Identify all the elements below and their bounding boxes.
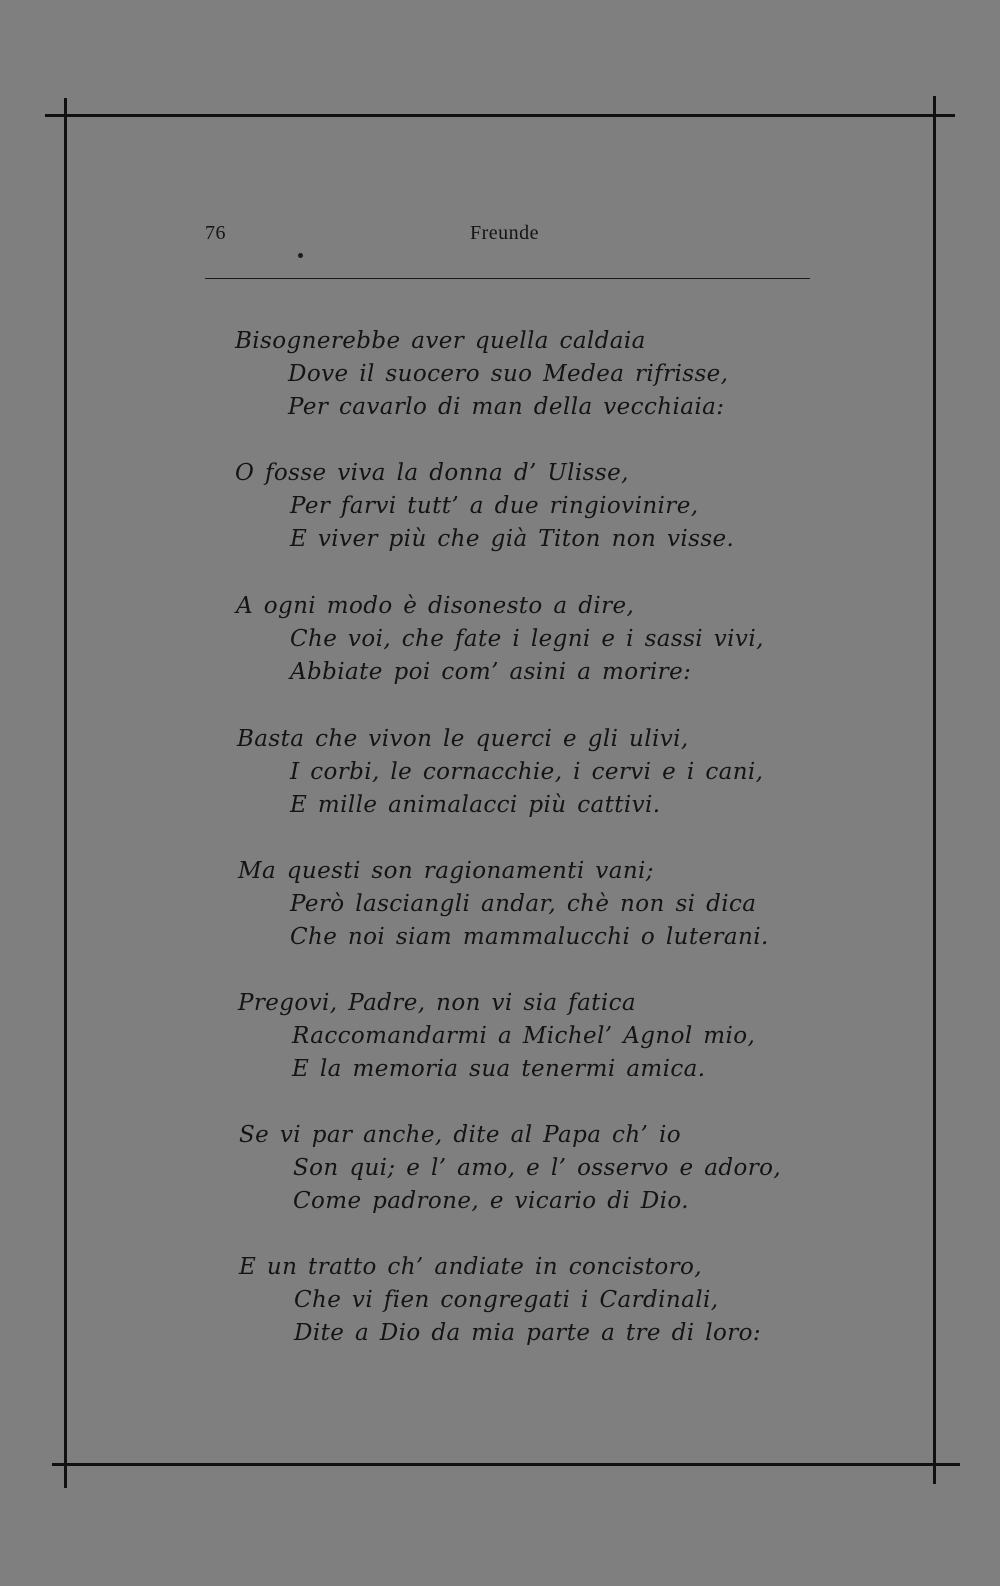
verse-line: Per farvi tutt’ a due ringiovinire, — [290, 493, 699, 519]
verse-line: Abbiate poi com’ asini a morire: — [290, 659, 692, 685]
verse-line: Che vi fien congregati i Cardinali, — [294, 1287, 719, 1313]
verse-line: I corbi, le cornacchie, i cervi e i cani, — [290, 759, 764, 785]
verse-line: Come padrone, e vicario di Dio. — [293, 1188, 689, 1214]
verse-line: E un tratto ch’ andiate in concistoro, — [239, 1254, 702, 1280]
running-title: Freunde — [470, 222, 540, 244]
verse-line: Per cavarlo di man della vecchiaia: — [288, 394, 725, 420]
verse-line: Dove il suocero suo Medea rifrisse, — [288, 361, 729, 387]
verse-line: Che noi siam mammalucchi o luterani. — [290, 924, 769, 950]
verse-line: Che voi, che fate i legni e i sassi vivi, — [290, 626, 764, 652]
verse-line: Raccomandarmi a Michel’ Agnol mio, — [292, 1023, 756, 1049]
verse-line: Basta che vivon le querci e gli ulivi, — [237, 726, 689, 752]
verse-line: Pregovi, Padre, non vi sia fatica — [238, 990, 636, 1016]
verse-line: E mille animalacci più cattivi. — [290, 792, 661, 818]
verse-line: A ogni modo è disonesto a dire, — [236, 593, 635, 619]
page-number: 76 — [205, 222, 226, 244]
verse-line: Però lasciangli andar, chè non si dica — [290, 891, 757, 917]
verse-line: Dite a Dio da mia parte a tre di loro: — [294, 1320, 762, 1346]
verse-line: E viver più che già Titon non visse. — [290, 526, 735, 552]
verse-line: O fosse viva la donna d’ Ulisse, — [235, 460, 629, 486]
verse-line: Se vi par anche, dite al Papa ch’ io — [239, 1122, 681, 1148]
verse-line: Ma questi son ragionamenti vani; — [238, 858, 654, 884]
verse-line: Son qui; e l’ amo, e l’ osservo e adoro, — [293, 1155, 782, 1181]
verse-line: Bisognerebbe aver quella caldaia — [235, 328, 646, 354]
verse-line: E la memoria sua tenermi amica. — [292, 1056, 706, 1082]
